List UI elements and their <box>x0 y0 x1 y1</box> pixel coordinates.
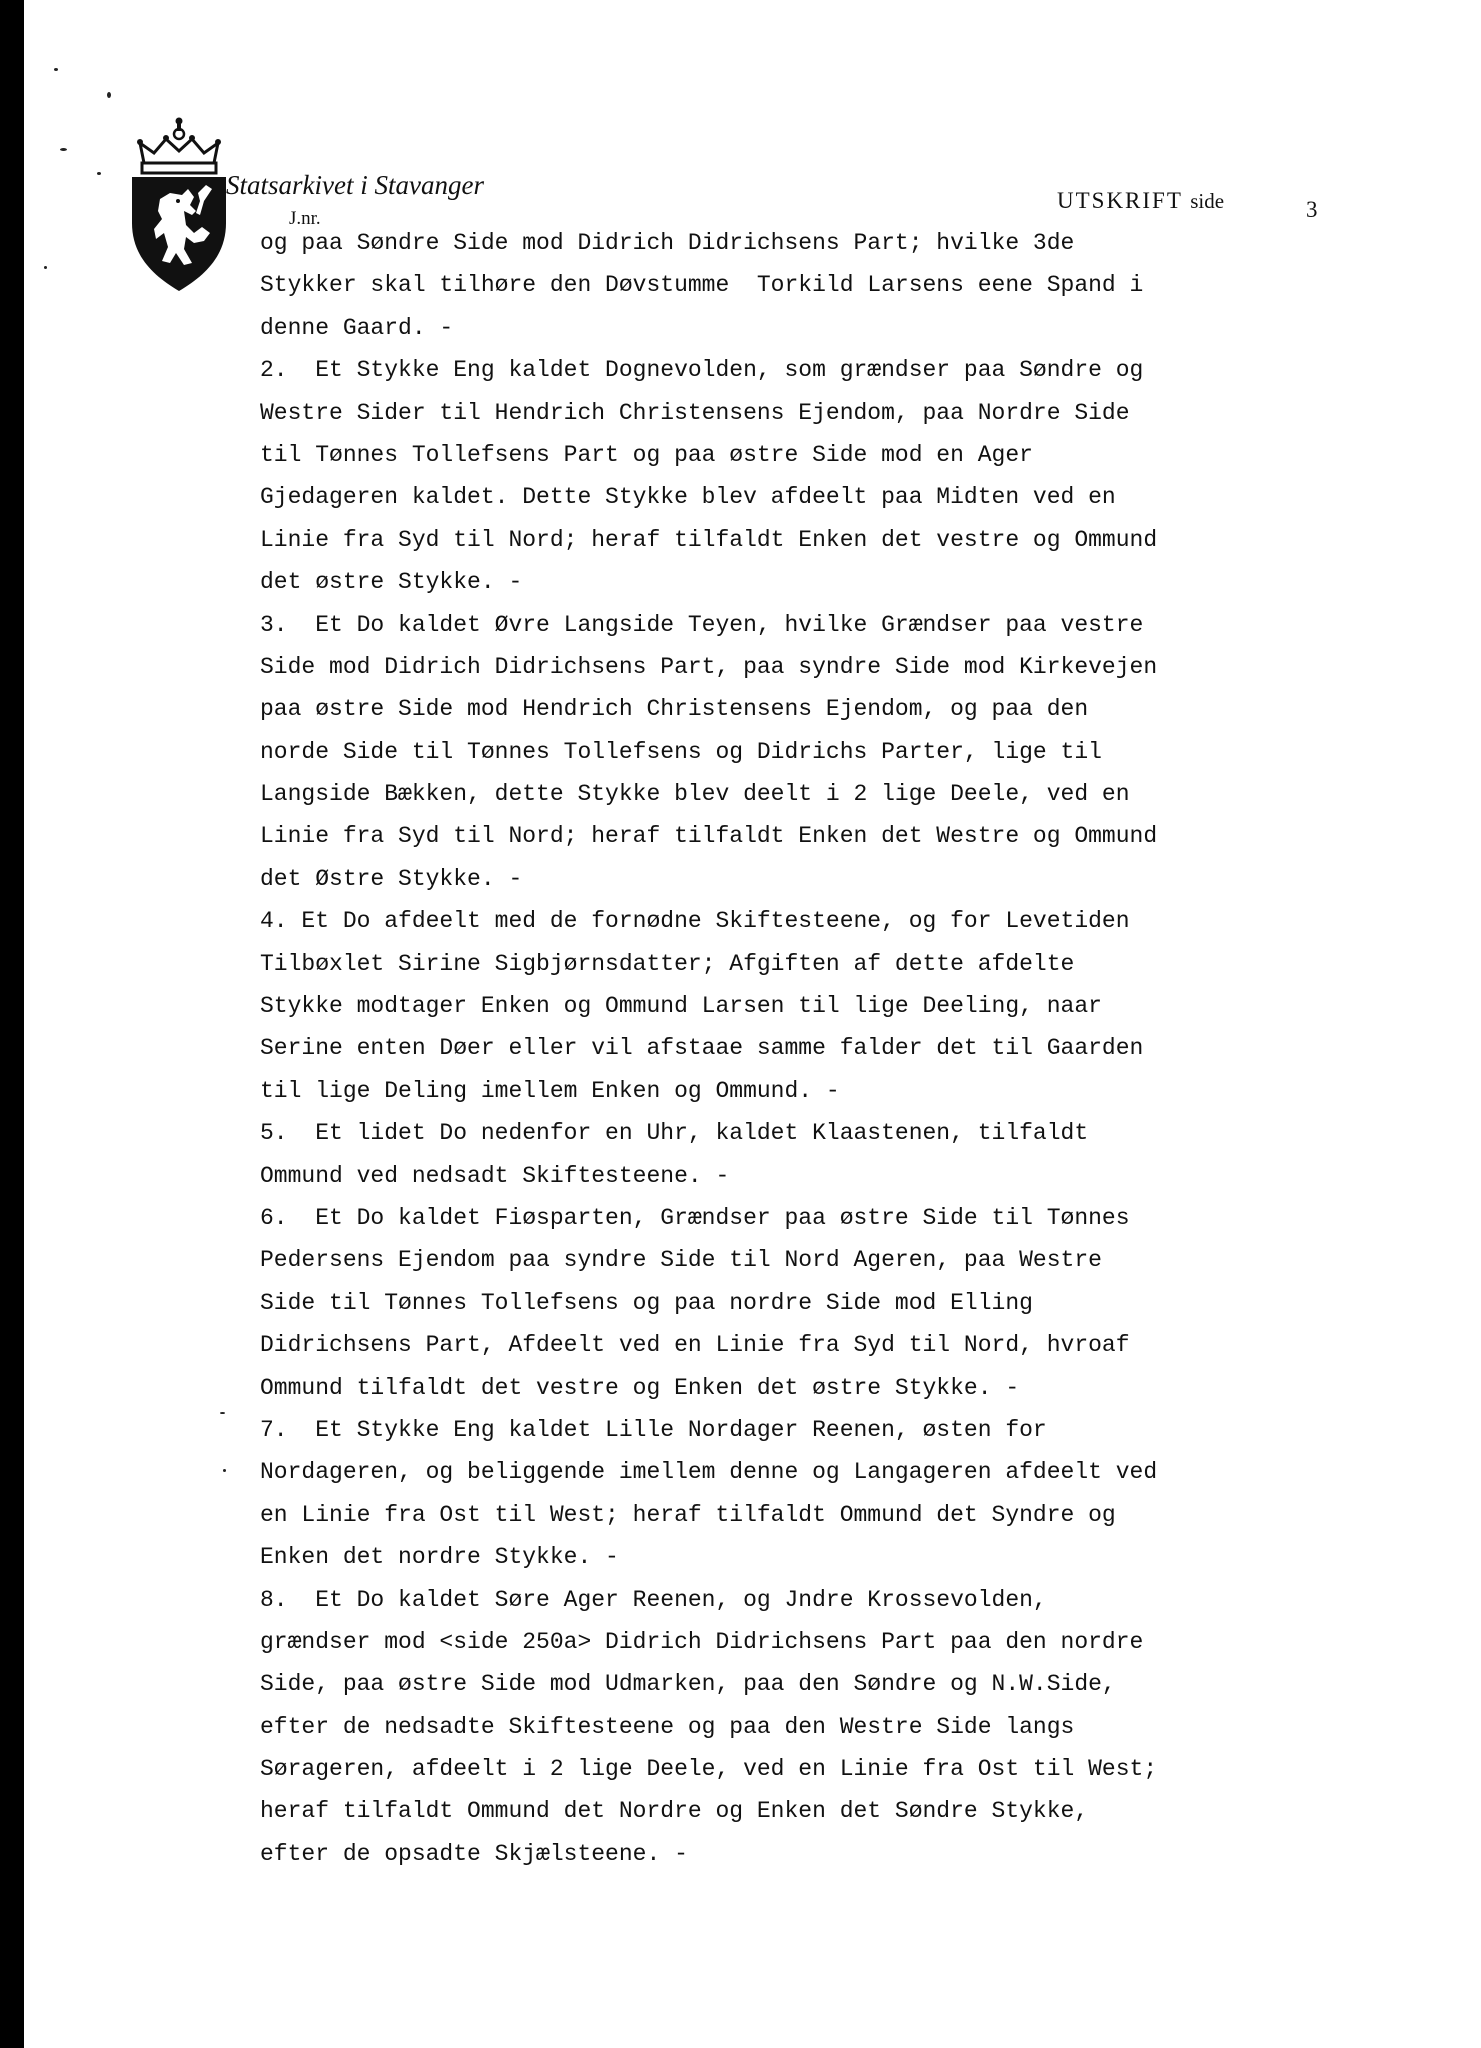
text-line: til lige Deling imellem Enken og Ommund. - <box>260 1077 840 1104</box>
text-line: 3. Et Do kaldet Øvre Langside Teyen, hvilke Grændser paa vestre <box>260 611 1144 638</box>
text-line: Linie fra Syd til Nord; heraf tilfaldt Enken det vestre og Ommund <box>260 526 1158 553</box>
utskrift-header <box>1057 188 1224 214</box>
text-line: Sørageren, afdeelt i 2 lige Deele, ved en Linie fra Ost til West; <box>260 1756 1158 1783</box>
norwegian-coat-of-arms-icon <box>124 115 234 295</box>
text-line: efter de nedsadte Skiftesteene og paa den Westre Side langs <box>260 1713 1075 1740</box>
text-line: Enken det nordre Stykke. - <box>260 1544 619 1571</box>
utskrift-label: UTSKRIFT <box>1057 188 1183 213</box>
text-line: og paa Søndre Side mod Didrich Didrichsens Part; hvilke 3de <box>260 230 1075 256</box>
text-line: 4. Et Do afdeelt med de fornødne Skiftesteene, og for Levetiden <box>260 908 1130 935</box>
text-line: 8. Et Do kaldet Søre Ager Reenen, og Jndre Krossevolden, <box>260 1586 1047 1613</box>
text-line: Serine enten Døer eller vil afstaae samme falder det til Gaarden <box>260 1035 1144 1062</box>
scan-speck <box>60 148 67 151</box>
text-line: 7. Et Stykke Eng kaldet Lille Nordager Reenen, østen for <box>260 1416 1047 1443</box>
text-line: Nordageren, og beliggende imellem denne og Langageren afdeelt ved <box>260 1459 1158 1486</box>
text-line: 2. Et Stykke Eng kaldet Dognevolden, som grændser paa Søndre og <box>260 357 1144 384</box>
scan-speck <box>220 1412 225 1414</box>
scan-speck <box>44 266 47 269</box>
text-line: efter de opsadte Skjælsteene. - <box>260 1840 688 1867</box>
document-page <box>24 0 1481 2048</box>
text-line: Stykker skal tilhøre den Døvstumme Torkild Larsens eene Spand i <box>260 272 1144 299</box>
side-label: side <box>1190 189 1225 213</box>
text-line: Westre Sider til Hendrich Christensens Ejendom, paa Nordre Side <box>260 399 1130 426</box>
text-line: Side mod Didrich Didrichsens Part, paa syndre Side mod Kirkevejen <box>260 653 1158 680</box>
text-line: Ommund ved nedsadt Skiftesteene. - <box>260 1162 730 1189</box>
text-line: til Tønnes Tollefsens Part og paa østre Side mod en Ager <box>260 441 1033 468</box>
text-line: paa østre Side mod Hendrich Christensens Ejendom, og paa den <box>260 696 1089 723</box>
text-line: Didrichsens Part, Afdeelt ved en Linie fra Syd til Nord, hvroaf <box>260 1332 1130 1359</box>
text-line: Side til Tønnes Tollefsens og paa nordre Side mod Elling <box>260 1289 1033 1316</box>
text-line: Pedersens Ejendom paa syndre Side til Nord Ageren, paa Westre <box>260 1247 1102 1274</box>
text-line: en Linie fra Ost til West; heraf tilfaldt Ommund det Syndre og <box>260 1501 1116 1528</box>
text-line: Stykke modtager Enken og Ommund Larsen til lige Deeling, naar <box>260 993 1102 1020</box>
text-line: 5. Et lidet Do nedenfor en Uhr, kaldet Klaastenen, tilfaldt <box>260 1120 1089 1147</box>
text-line: Linie fra Syd til Nord; heraf tilfaldt Enken det Westre og Ommund <box>260 823 1158 850</box>
text-line: Side, paa østre Side mod Udmarken, paa den Søndre og N.W.Side, <box>260 1671 1116 1698</box>
scan-speck <box>223 1469 226 1472</box>
journal-number-label: J.nr. <box>289 208 321 229</box>
text-line: denne Gaard. - <box>260 314 454 341</box>
text-line: norde Side til Tønnes Tollefsens og Didrichs Parter, lige til <box>260 738 1102 765</box>
text-line: 6. Et Do kaldet Fiøsparten, Grændser paa østre Side til Tønnes <box>260 1204 1130 1231</box>
scan-speck <box>107 92 111 98</box>
text-line: Gjedageren kaldet. Dette Stykke blev afdeelt paa Midten ved en <box>260 484 1116 511</box>
scan-speck <box>97 172 101 175</box>
text-line: Ommund tilfaldt det vestre og Enken det østre Stykke. - <box>260 1374 1020 1401</box>
text-line: Tilbøxlet Sirine Sigbjørnsdatter; Afgiften af dette afdelte <box>260 950 1075 977</box>
text-line: heraf tilfaldt Ommund det Nordre og Enken det Søndre Stykke, <box>260 1798 1089 1825</box>
page-number: 3 <box>1306 197 1318 222</box>
archive-name: Statsarkivet i Stavanger <box>226 170 484 200</box>
transcription-body <box>260 228 1157 1881</box>
text-line: det Østre Stykke. - <box>260 865 523 892</box>
text-line: grændser mod <side 250a> Didrich Didrichsens Part paa den nordre <box>260 1628 1144 1655</box>
scan-speck <box>54 68 58 71</box>
text-line: det østre Stykke. - <box>260 569 523 596</box>
text-line: Langside Bækken, dette Stykke blev deelt i 2 lige Deele, ved en <box>260 781 1130 808</box>
